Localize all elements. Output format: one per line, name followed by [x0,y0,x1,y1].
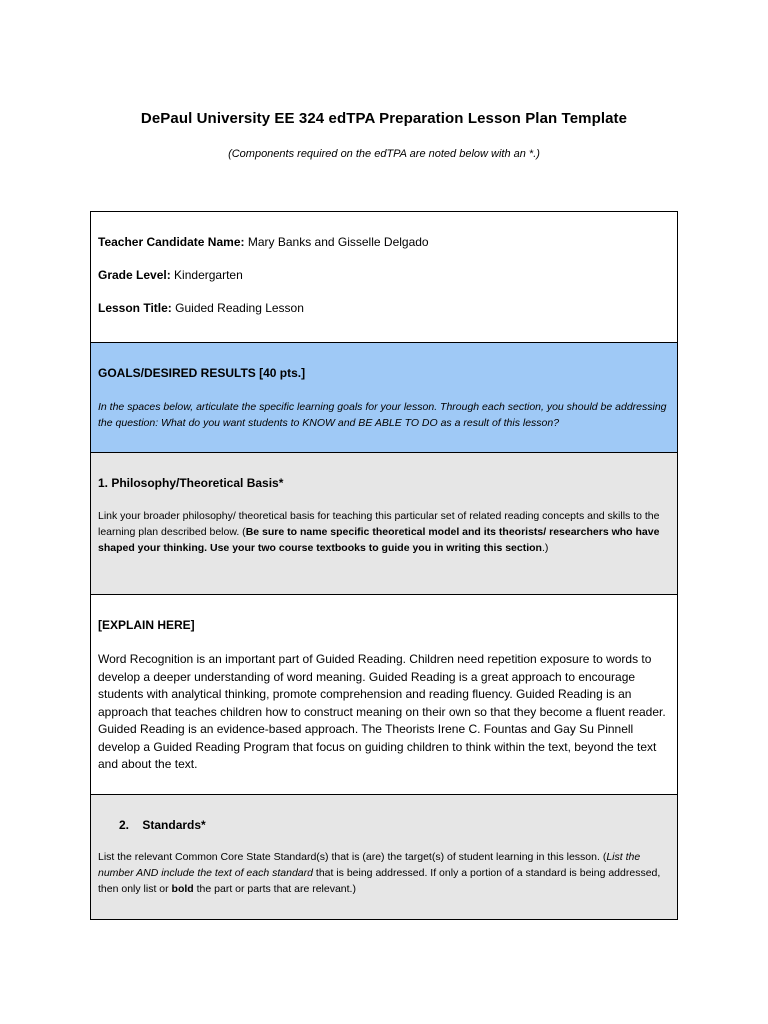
header-section [91,212,677,343]
standards-text-5: the part or parts that are relevant.) [193,883,356,895]
lesson-title-row [98,300,670,316]
grade-level-value: Kindergarten [174,268,243,282]
explain-heading: [EXPLAIN HERE] [98,618,195,632]
philosophy-text-plain: Link your broader philosophy/ theoretical basis for teaching this particular set of related reading concepts and skills to the learning plan described below. ( [98,510,660,538]
standards-text-1: List the relevant Common Core State Standard(s) that is (are) the target(s) of student learning in this lesson. ( [98,851,607,863]
explain-section [91,595,677,795]
philosophy-instructions [98,508,670,556]
standards-number: 2. [119,818,130,832]
lesson-title-value: Guided Reading Lesson [175,301,304,315]
explain-body: Word Recognition is an important part of Guided Reading. Children need repetition exposure to words to develop a deeper understanding of word meaning. Guided Reading is a great approach to encourage students with analytical thinking, promote comprehension and reading fluency. Guided Reading is an approach that teaches children how to construct meaning on their own so that they become a fluent reader. Guided Reading is an evidence-based approach. The Theorists Irene C. Fountas and Gay Su Pinnell develop a Guided Reading Program that focus on guiding children to think within the text, beyond the text and about the text. [98,652,666,771]
standards-instructions [98,849,670,897]
philosophy-section [91,453,677,595]
standards-text-bold: bold [171,883,194,895]
document-title: DePaul University EE 324 edTPA Preparation Lesson Plan Template [140,110,628,127]
goals-section [91,343,677,453]
standards-text-italic: List the number AND include the text of each standard [98,851,641,879]
grade-level-row [98,267,670,283]
philosophy-text-end: .) [541,542,549,554]
standards-text-3: that is being addressed. If only a portion of a standard is being addressed, then only list or [98,867,661,895]
philosophy-text-bold: Be sure to name specific theoretical model and its theorists/ researchers who have shaped your thinking. Use your two course textbooks to guide you in writing this section [98,526,660,554]
lesson-plan-table [90,211,678,920]
standards-heading [119,817,670,833]
document-subtitle: (Components required on the edTPA are noted below with an *.) [228,148,540,160]
candidate-name-value: Mary Banks and Gisselle Delgado [247,235,429,249]
philosophy-heading: 1. Philosophy/Theoretical Basis* [98,476,284,490]
standards-section [91,795,677,919]
standards-heading-text: Standards* [142,818,206,832]
lesson-title-label: Lesson Title: [98,301,172,315]
goals-instructions: In the spaces below, articulate the specific learning goals for your lesson. Through each section, you should be addressing the question: What do you want students to KNOW and BE ABLE TO DO as a result of this lesson? [98,401,667,429]
grade-level-label: Grade Level: [98,268,171,282]
candidate-name-row [98,234,670,250]
candidate-name-label: Teacher Candidate Name: [98,235,245,249]
goals-heading: GOALS/DESIRED RESULTS [40 pts.] [98,366,306,380]
